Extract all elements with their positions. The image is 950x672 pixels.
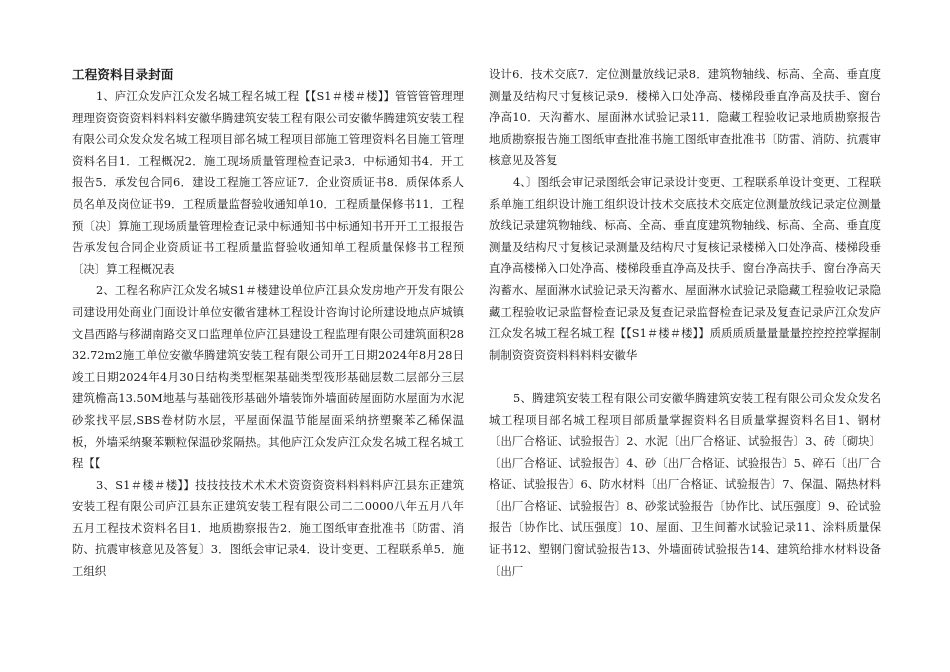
paragraph-2: 2、工程名称庐江众发名城S1＃楼建设单位庐江县众发房地产开发有限公司建设用处商业门面设计单位安徽省建林工程设计咨询讨论所建设地点庐城镇文昌西路与移湖南路交叉口监理单位庐江县建设工程监理有限公司建筑面积2832.72m2施工单位安徽华腾建筑安装工程有限公司开工日期2024年8月28日竣工日期2024年4月30日结构类型框架基础类型筏形基础层数二层部分三层建筑檐高13.50M地基与基础筏形基础外墙装饰外墙面砖屋面防水屋面为水泥砂浆找平层,SBS卷材防水层，平屋面保温节能屋面采纳挤塑聚苯乙稀保温板，外墙采纳聚苯颗粒保温砂浆隔热。其他庐江众发庐江众发名城工程名城工程【【 [72, 283, 464, 471]
paragraph-3-continued: 设计6．技术交底7．定位测量放线记录8．建筑物轴线、标高、全高、垂直度测量及结构尺寸复核记录9．楼梯入口处净高、楼梯段垂直净高及扶手、窗台净高10．天沟蓄水、屋面淋水试验记录11．隐藏工程验收记录地质勘察报告地质勘察报告施工图纸审查批准书施工图纸审查批准书〔防雷、消防、抗震审核意见及答复 [489, 67, 881, 168]
paragraph-3: 3、S1＃楼＃楼】】技技技技术术术术资资资资料料料料庐江县东正建筑安装工程有限公司庐江县东正建筑安装工程有限公司二二0000八年五月八年五月工程技术资料名目1．地质勘察报告2．施工图纸审查批准书〔防雷、消防、抗震审核意见及答复〕3．图纸会审记录4．设计变更、工程联系单5．施工组织 [72, 477, 464, 579]
paragraph-1: 1、庐江众发庐江众发名城工程名城工程【【S1＃楼＃楼】】管管管管理理理理资资资资料料料料安徽华腾建筑安装工程有限公司安徽华腾建筑安装工程有限公司众发众发名城工程项目部名城工程项目部施工管理资料名目施工管理资料名目1．工程概况2．施工现场质量管理检查记录3．中标通知书4．开工报告5．承发包合同6．建设工程施工答应证7．企业资质证书8．质保体系人员名单及岗位证书9．工程质量监督验收通知单10．工程质量保修书11．工程预〔决〕算施工现场质量管理检查记录中标通知书中标通知书开开工工报报告告承发包合同企业资质证书工程质量监督验收通知单工程质量保修书工程预〔决〕算工程概况表 [72, 89, 464, 276]
paragraph-4: 4、〕图纸会审记录图纸会审记录设计变更、工程联系单设计变更、工程联系单施工组织设计施工组织设计技术交底技术交底定位测量放线记录定位测量放线记录建筑物轴线、标高、全高、垂直度建筑物轴线、标高、全高、垂直度测量及结构尺寸复核记录测量及结构尺寸复核记录楼梯入口处净高、楼梯段垂直净高楼梯入口处净高、楼梯段垂直净高及扶手、窗台净高扶手、窗台净高天沟蓄水、屋面淋水试验记录天沟蓄水、屋面淋水试验记录隐藏工程验收记录隐藏工程验收记录监督检查记录及复查记录监督检查记录及复查记录庐江众发庐江众发名城工程名城工程【【S1＃楼＃楼】】质质质质量量量量控控控控掌握制制制资资资资料料料料安徽华 [489, 174, 881, 362]
paragraph-5: 5、腾建筑安装工程有限公司安徽华腾建筑安装工程有限公司众发众发名城工程项目部名城工程项目部质量掌握资料名目质量掌握资料名目1、钢材〔出厂合格证、试验报告〕2、水泥〔出厂合格证、试验报告〕3、砖〔砌块〕〔出厂合格证、试验报告〕4、砂〔出厂合格证、试验报告〕5、碎石〔出厂合格证、试验报告〕6、防水材料〔出厂合格证、试验报告〕7、保温、隔热材料〔出厂合格证、试验报告〕8、砂浆试验报告〔协作比、试压强度〕9、砼试验报告〔协作比、试压强度〕10、屋面、卫生间蓄水试验记录11、涂料质量保证书12、塑钢门窗试验报告13、外墙面砖试验报告14、建筑给排水材料设备〔出厂 [489, 390, 881, 578]
right-column [489, 64, 881, 582]
paragraph-gap [489, 366, 881, 388]
left-column [72, 64, 464, 583]
document-title: 工程资料目录封面 [72, 67, 174, 82]
